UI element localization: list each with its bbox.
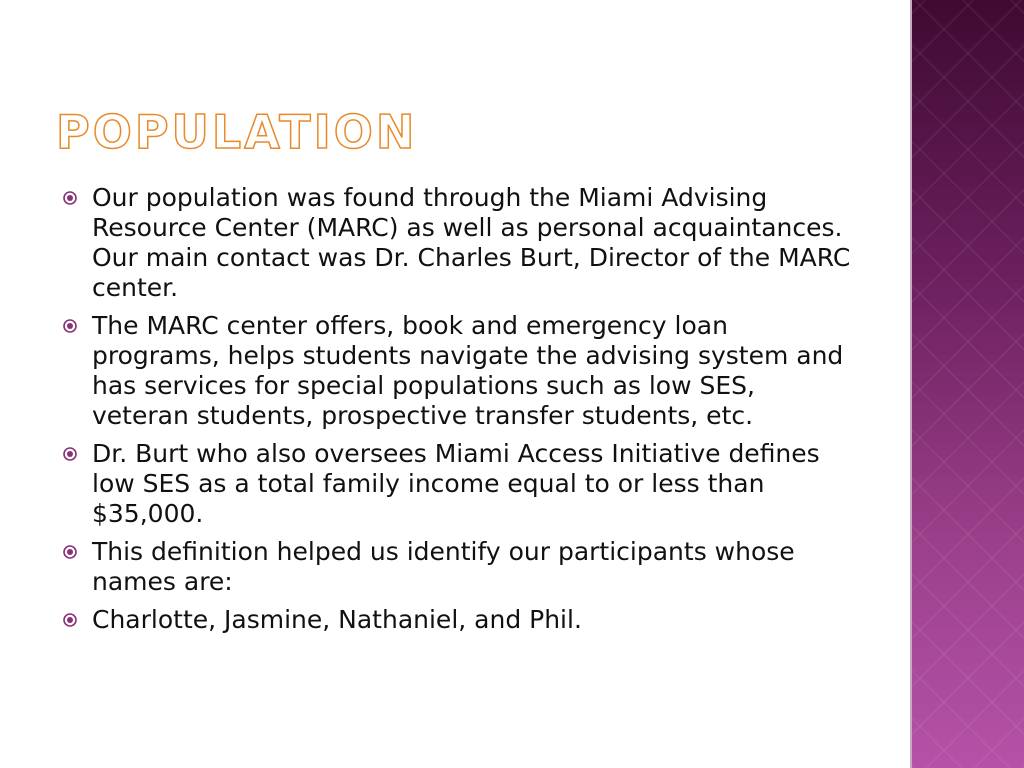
circle-dot-icon xyxy=(62,311,92,341)
bullet-text: The MARC center offers, book and emergency loan programs, helps students navigate the advising system and has services for special populations such as low SES, veteran students, prospective transfer students, etc. xyxy=(92,311,844,430)
bullet-text: Our population was found through the Miami Advising Resource Center (MARC) as well as personal acquaintances. Our main contact was Dr. Charles Burt, Director of the MARC center. xyxy=(92,183,851,302)
bullet-item xyxy=(62,311,852,431)
circle-dot-icon xyxy=(62,439,92,469)
circle-dot-icon xyxy=(62,183,92,213)
bullet-text: Dr. Burt who also oversees Miami Access Initiative defines low SES as a total family income equal to or less than $35,000. xyxy=(92,439,820,528)
slide-title: POPULATION xyxy=(56,105,418,159)
bullet-text: Charlotte, Jasmine, Nathaniel, and Phil. xyxy=(92,605,582,634)
circle-dot-icon xyxy=(62,605,92,635)
bullet-text: This definition helped us identify our participants whose names are: xyxy=(92,537,795,596)
circle-dot-icon xyxy=(62,537,92,567)
bullet-item xyxy=(62,605,852,635)
bullet-item xyxy=(62,439,852,529)
bullet-item xyxy=(62,183,852,303)
decorative-side-band xyxy=(912,0,1024,768)
bullet-item xyxy=(62,537,852,597)
bullet-list xyxy=(62,183,852,643)
